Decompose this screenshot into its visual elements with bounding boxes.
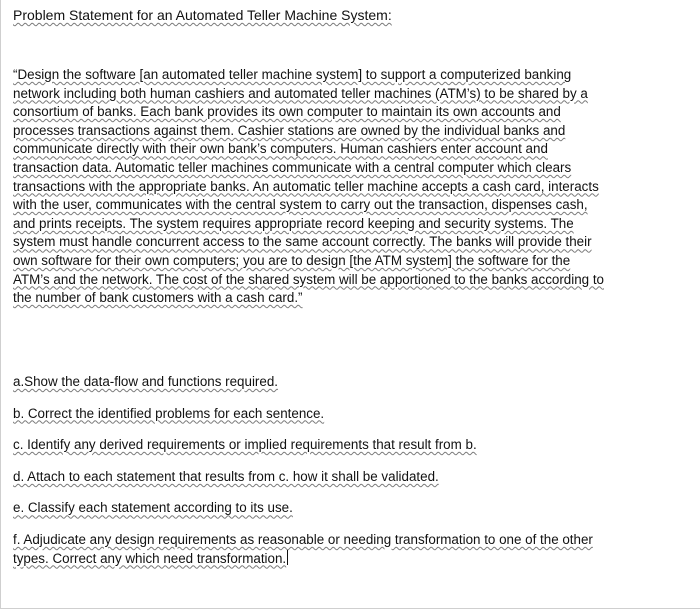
statement-line: ATM’s and the network. The cost of the shared system will be apportioned to the banks according to bbox=[13, 271, 604, 287]
statement-line: consortium of banks. Each bank provides its own computer to maintain its own accounts and bbox=[13, 104, 561, 120]
task-item-f-line2-text: types. Correct any which need transformation. bbox=[13, 550, 287, 566]
statement-line: transactions with the appropriate banks. An automatic teller machine accepts a cash card, interacts bbox=[13, 178, 599, 194]
task-list bbox=[13, 373, 689, 568]
statement-line: processes transactions against them. Cashier stations are owned by the individual banks and bbox=[13, 122, 566, 138]
statement-line: the number of bank customers with a cash card.” bbox=[13, 290, 303, 306]
statement-line: own software for their own computers; you are to design [the ATM system] the software for the bbox=[13, 252, 571, 268]
text-cursor bbox=[287, 550, 288, 565]
task-item-f-line1: f. Adjudicate any design requirements as reasonable or needing transformation to one of the other bbox=[13, 531, 593, 547]
task-item-b: b. Correct the identified problems for each sentence. bbox=[13, 405, 325, 421]
statement-line: and prints receipts. The system requires appropriate record keeping and security systems. The bbox=[13, 215, 574, 231]
statement-line: communicate directly with their own bank’s computers. Human cashiers enter account and bbox=[13, 141, 548, 157]
statement-line: transaction data. Automatic teller machines communicate with a central computer which clears bbox=[13, 159, 572, 175]
task-item-a: a.Show the data-flow and functions required. bbox=[13, 374, 279, 389]
problem-statement-paragraph bbox=[13, 66, 689, 308]
task-item-d: d. Attach to each statement that results from c. how it shall be validated. bbox=[13, 468, 439, 484]
document-title: Problem Statement for an Automated Teller Machine System: bbox=[13, 7, 392, 23]
task-item-c: c. Identify any derived requirements or implied requirements that result from b. bbox=[13, 437, 477, 453]
statement-line: “Design the software [an automated teller machine system] to support a computerized banking bbox=[13, 67, 572, 82]
task-item-e: e. Classify each statement according to its use. bbox=[13, 500, 293, 516]
statement-line: network including both human cashiers and automated teller machines (ATM’s) to be shared by a bbox=[13, 85, 588, 101]
task-item-f-line2[interactable] bbox=[13, 550, 689, 569]
statement-line: with the user, communicates with the central system to carry out the transaction, dispenses cash, bbox=[13, 197, 588, 213]
statement-line: system must handle concurrent access to the same account correctly. The banks will provide their bbox=[13, 234, 592, 250]
